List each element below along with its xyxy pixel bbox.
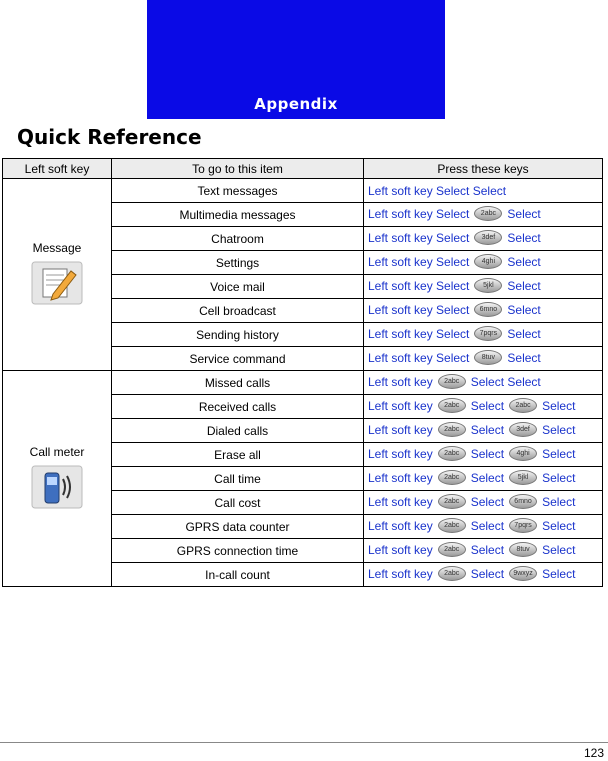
keypad-key-icon: 2abc — [438, 542, 466, 557]
menu-item-cell: Received calls — [112, 395, 364, 419]
key-sequence-cell — [364, 563, 603, 587]
menu-item-cell: Call cost — [112, 491, 364, 515]
key-text: Select — [470, 446, 505, 461]
key-text: Select — [542, 470, 576, 485]
keypad-key-icon: 3def — [509, 422, 537, 437]
keypad-key-icon: 7pqrs — [474, 326, 502, 341]
key-text: Select — [470, 398, 505, 413]
key-text: Select — [507, 206, 541, 221]
key-text: Select — [542, 398, 576, 413]
key-text: Select — [470, 422, 505, 437]
menu-item-cell: Call time — [112, 467, 364, 491]
keypad-key-icon: 2abc — [438, 518, 466, 533]
key-text: Left soft key Select Select — [368, 183, 507, 198]
menu-item-cell: Settings — [112, 251, 364, 275]
table-row — [3, 371, 603, 395]
keypad-key-icon: 2abc — [438, 446, 466, 461]
key-text: Left soft key — [368, 422, 433, 437]
group-cell — [3, 179, 112, 371]
keypad-key-icon: 2abc — [438, 422, 466, 437]
phone-ringing-icon — [3, 465, 111, 512]
menu-item-cell: Voice mail — [112, 275, 364, 299]
key-sequence-cell — [364, 491, 603, 515]
menu-item-cell: Erase all — [112, 443, 364, 467]
footer-divider — [0, 742, 608, 743]
key-text: Select — [507, 230, 541, 245]
key-sequence-cell — [364, 443, 603, 467]
key-text: Left soft key — [368, 374, 433, 389]
key-sequence-cell — [364, 539, 603, 563]
keypad-key-icon: 6mno — [509, 494, 537, 509]
group-cell — [3, 371, 112, 587]
menu-item-cell: Dialed calls — [112, 419, 364, 443]
key-text: Select — [470, 542, 505, 557]
keypad-key-icon: 2abc — [438, 494, 466, 509]
key-text: Left soft key Select — [368, 206, 470, 221]
key-text: Select — [542, 422, 576, 437]
keypad-key-icon: 3def — [474, 230, 502, 245]
key-text: Left soft key — [368, 518, 433, 533]
key-text: Select — [507, 302, 541, 317]
key-sequence-cell — [364, 203, 603, 227]
key-text: Select — [470, 566, 505, 581]
menu-item-cell: Sending history — [112, 323, 364, 347]
menu-item-cell: Chatroom — [112, 227, 364, 251]
keypad-key-icon: 9wxyz — [509, 566, 537, 581]
key-text: Left soft key — [368, 446, 433, 461]
menu-item-cell: Cell broadcast — [112, 299, 364, 323]
banner-title: Appendix — [254, 95, 338, 113]
keypad-key-icon: 4ghi — [509, 446, 537, 461]
key-text: Left soft key — [368, 398, 433, 413]
key-sequence-cell — [364, 251, 603, 275]
keypad-key-icon: 4ghi — [474, 254, 502, 269]
key-text: Select — [542, 542, 576, 557]
key-text: Left soft key Select — [368, 230, 470, 245]
key-sequence-cell — [364, 323, 603, 347]
group-label: Message — [32, 241, 82, 255]
key-text: Left soft key Select — [368, 350, 470, 365]
key-text: Left soft key — [368, 542, 433, 557]
menu-item-cell: Text messages — [112, 179, 364, 203]
key-text: Left soft key Select — [368, 302, 470, 317]
key-sequence-cell — [364, 467, 603, 491]
key-text: Select — [542, 566, 576, 581]
appendix-banner — [147, 0, 445, 119]
menu-item-cell: In-call count — [112, 563, 364, 587]
keypad-key-icon: 8tuv — [509, 542, 537, 557]
page-number: 123 — [583, 746, 604, 760]
key-sequence-cell — [364, 299, 603, 323]
keypad-key-icon: 2abc — [509, 398, 537, 413]
menu-item-cell: GPRS connection time — [112, 539, 364, 563]
table-header-row — [3, 159, 603, 179]
notepad-pencil-icon — [3, 261, 111, 308]
keypad-key-icon: 2abc — [438, 470, 466, 485]
key-text: Left soft key Select — [368, 326, 470, 341]
key-sequence-cell — [364, 419, 603, 443]
keypad-key-icon: 5jkl — [509, 470, 537, 485]
key-text: Select — [507, 350, 541, 365]
header-left-soft-key: Left soft key — [3, 159, 112, 179]
key-text: Select — [507, 326, 541, 341]
key-text: Select — [542, 446, 576, 461]
header-go-to-item: To go to this item — [112, 159, 364, 179]
keypad-key-icon: 6mno — [474, 302, 502, 317]
header-press-keys: Press these keys — [364, 159, 603, 179]
keypad-key-icon: 2abc — [474, 206, 502, 221]
key-text: Left soft key Select — [368, 278, 470, 293]
menu-item-cell: Multimedia messages — [112, 203, 364, 227]
keypad-key-icon: 8tuv — [474, 350, 502, 365]
key-text: Left soft key Select — [368, 254, 470, 269]
menu-item-cell: Service command — [112, 347, 364, 371]
keypad-key-icon: 2abc — [438, 398, 466, 413]
key-sequence-cell — [364, 395, 603, 419]
keypad-key-icon: 2abc — [438, 566, 466, 581]
key-text: Select — [507, 278, 541, 293]
group-label: Call meter — [29, 445, 85, 459]
key-text: Select — [470, 470, 505, 485]
key-text: Left soft key — [368, 470, 433, 485]
key-text: Select Select — [470, 374, 541, 389]
key-text: Select — [470, 518, 505, 533]
key-text: Select — [542, 494, 576, 509]
menu-item-cell: Missed calls — [112, 371, 364, 395]
keypad-key-icon: 7pqrs — [509, 518, 537, 533]
key-sequence-cell — [364, 275, 603, 299]
quick-reference-table — [2, 158, 603, 587]
key-text: Left soft key — [368, 494, 433, 509]
key-text: Select — [470, 494, 505, 509]
key-sequence-cell — [364, 179, 603, 203]
key-sequence-cell — [364, 371, 603, 395]
key-text: Select — [542, 518, 576, 533]
menu-item-cell: GPRS data counter — [112, 515, 364, 539]
key-sequence-cell — [364, 515, 603, 539]
keypad-key-icon: 5jkl — [474, 278, 502, 293]
page-title: Quick Reference — [17, 125, 202, 149]
key-sequence-cell — [364, 347, 603, 371]
keypad-key-icon: 2abc — [438, 374, 466, 389]
key-sequence-cell — [364, 227, 603, 251]
key-text: Left soft key — [368, 566, 433, 581]
key-text: Select — [507, 254, 541, 269]
table-row — [3, 179, 603, 203]
